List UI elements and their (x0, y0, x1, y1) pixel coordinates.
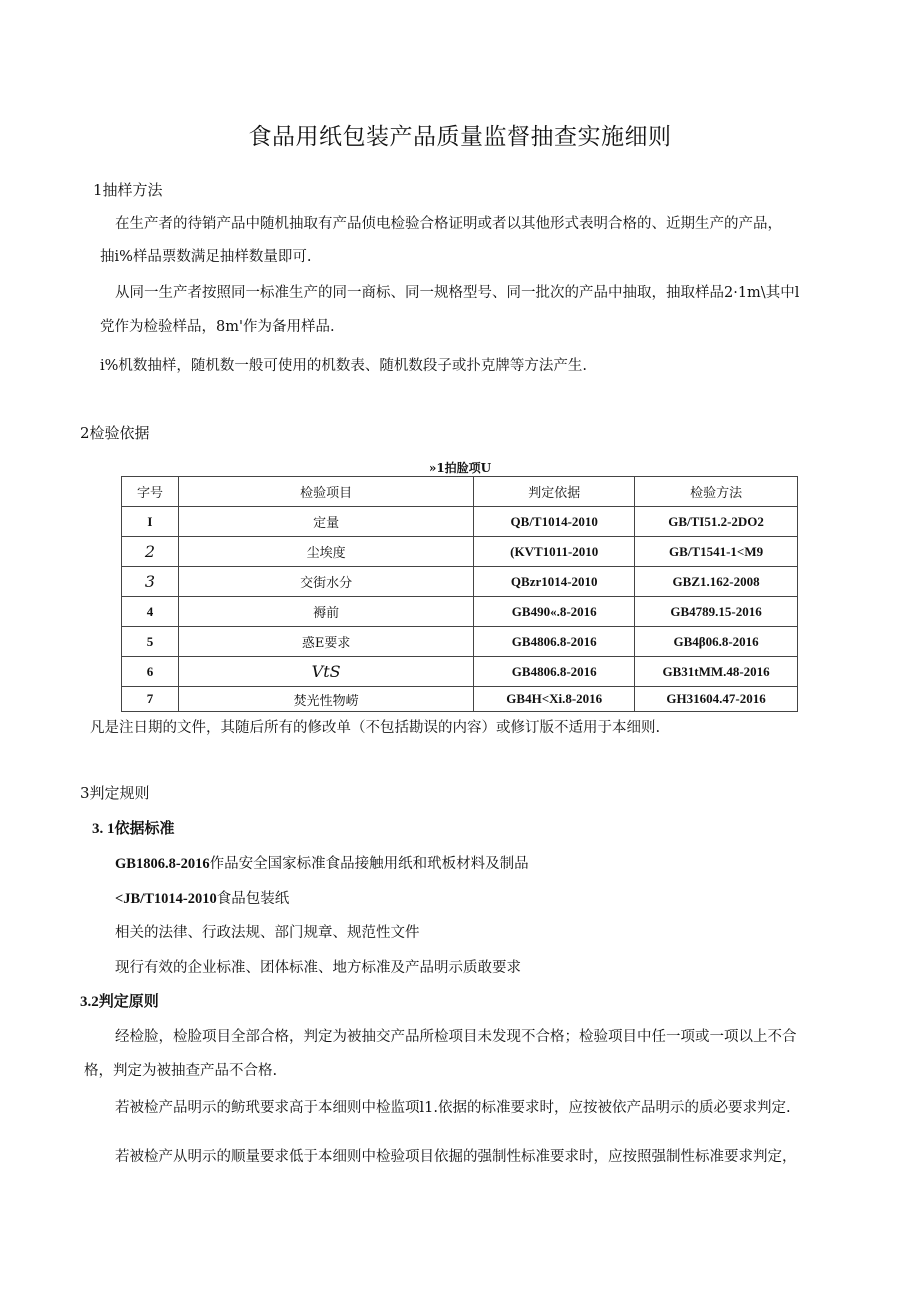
page-title: 食品用纸包装产品质量监督抽查实施细则 (248, 124, 672, 150)
subsection-3-1-heading: 3. 1依据标准 (92, 821, 175, 837)
row-item: 褥前 (178, 597, 473, 627)
subsection-3-2-heading: 3.2判定原则 (80, 994, 159, 1010)
row-method: GB/TI51.2-2DO2 (635, 507, 798, 537)
standard-2 (115, 887, 289, 908)
table-note: 凡是注日期的文件，其随后所有的修改单（不包括勘误的内容）或修订版不适用于本细则. (90, 720, 661, 736)
row-number: 6 (122, 657, 179, 687)
inspection-table (121, 476, 798, 712)
row-number: I (122, 507, 179, 537)
column-header: 判定依据 (474, 477, 635, 507)
row-item: VtS (178, 657, 473, 687)
row-basis: (KVT1011-2010 (474, 537, 635, 567)
principle-1-line-2: 格，判定为被抽查产品不合格. (84, 1063, 278, 1079)
row-method: GBZ1.162-2008 (635, 567, 798, 597)
section-1-paragraph-2-line-1: 从同一生产者按照同一标准生产的同一商标、同一规格型号、同一批次的产品中抽取，抽取样品2·1m\其中l (115, 285, 800, 301)
row-number: 4 (122, 597, 179, 627)
column-header: 检验项目 (178, 477, 473, 507)
section-3-heading: 3判定规则 (80, 784, 150, 802)
table-row (122, 597, 798, 627)
principle-2: 若被检产品明示的鲂玳要求高于本细则中检监项l1.依据的标准要求时，应按被依产品明示的质必要求判定. (115, 1100, 791, 1116)
row-basis: QBzr1014-2010 (474, 567, 635, 597)
table-row (122, 537, 798, 567)
column-header: 检验方法 (635, 477, 798, 507)
row-method: GH31604.47-2016 (635, 687, 798, 712)
principle-1-line-1: 经检脸，检脸项目全部合格，判定为被抽交产品所检项目未发现不合格；检验项目中任一项或一项以上不合 (115, 1029, 797, 1045)
table-row (122, 567, 798, 597)
section-1-heading: 1抽样方法 (93, 181, 163, 199)
table-row (122, 657, 798, 687)
row-basis: GB4H<Xi.8-2016 (474, 687, 635, 712)
section-1-paragraph-1-line-1: 在生产者的待销产品中随机抽取有产品侦电检验合格证明或者以其他形式表明合格的、近期生产的产品， (115, 216, 782, 232)
row-basis: GB4806.8-2016 (474, 627, 635, 657)
table-header-row (122, 477, 798, 507)
row-method: GB31tMM.48-2016 (635, 657, 798, 687)
row-item: 尘埃度 (178, 537, 473, 567)
table-row (122, 627, 798, 657)
table-row (122, 507, 798, 537)
row-item: 惑E要求 (178, 627, 473, 657)
row-item: 焚光性物崂 (178, 687, 473, 712)
standard-1-text: 作品安全国家标准食品接触用纸和玳板材料及制品 (209, 856, 529, 872)
row-item: 交街水分 (178, 567, 473, 597)
standard-1-code: GB1806.8-2016 (115, 856, 210, 872)
standard-1 (115, 852, 529, 873)
section-1-paragraph-1-line-2: 抽i%样品票数满足抽样数量即可. (100, 249, 312, 265)
row-method: GB/T1541-1<M9 (635, 537, 798, 567)
row-item: 定量 (178, 507, 473, 537)
section-1-paragraph-3: i%机数抽样，随机数一般可使用的机数表、随机数段子或扑克牌等方法产生. (100, 358, 588, 374)
standard-2-code: <JB/T1014-2010 (115, 891, 217, 907)
row-method: GB4β06.8-2016 (635, 627, 798, 657)
column-header: 字号 (122, 477, 179, 507)
row-basis: QB/T1014-2010 (474, 507, 635, 537)
section-2-heading: 2检验依据 (80, 424, 150, 442)
row-basis: GB4806.8-2016 (474, 657, 635, 687)
row-number: 2 (122, 537, 179, 567)
row-number: 5 (122, 627, 179, 657)
standard-2-text: 食品包装纸 (216, 891, 290, 907)
standard-3: 相关的法律、行政法规、部门规章、规范性文件 (115, 925, 420, 941)
row-basis: GB490«.8-2016 (474, 597, 635, 627)
table-row (122, 687, 798, 712)
table-caption: »1拍脸项U (428, 461, 492, 475)
section-1-paragraph-2-line-2: 党作为检验样品，8m'作为备用样品. (100, 319, 335, 335)
principle-3: 若被检产从明示的顺量要求低于本细则中检验项目依掘的强制性标准要求时，应按照强制性标准要求判定， (115, 1149, 797, 1165)
row-number: 7 (122, 687, 179, 712)
standard-4: 现行有效的企业标准、团体标准、地方标准及产品明示质敢要求 (115, 960, 521, 976)
row-number: 3 (122, 567, 179, 597)
row-method: GB4789.15-2016 (635, 597, 798, 627)
